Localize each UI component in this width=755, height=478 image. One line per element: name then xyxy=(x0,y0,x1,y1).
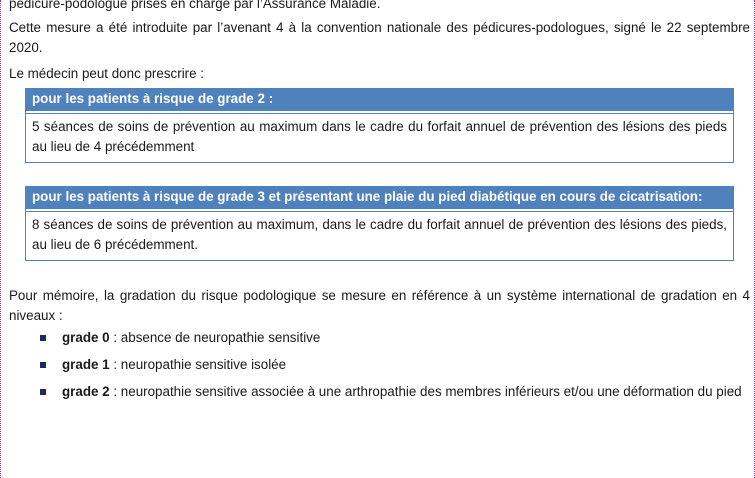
grade-description: : absence de neuropathie sensitive xyxy=(109,330,321,345)
grade2-box xyxy=(25,88,734,163)
grade-label: grade 2 xyxy=(62,384,110,399)
grade-list xyxy=(9,328,750,402)
list-item xyxy=(9,328,750,348)
square-bullet-icon xyxy=(40,335,46,341)
square-bullet-icon xyxy=(40,362,46,368)
prescription-intro: Le médecin peut donc prescrire : xyxy=(9,66,205,81)
grade3-box xyxy=(25,186,734,261)
intro-paragraph-fragment: pédicure-podologue prises en charge par l’Assurance Maladie. xyxy=(9,0,381,11)
grade2-box-body: 5 séances de soins de prévention au maximum dans le cadre du forfait annuel de prévention des lésions des pieds au lieu de 4 précédemment xyxy=(32,119,727,154)
square-bullet-icon xyxy=(40,389,46,395)
document-content xyxy=(9,0,750,409)
grade2-box-header: pour les patients à risque de grade 2 : xyxy=(26,89,733,113)
grade3-box-body: 8 séances de soins de prévention au maximum, dans le cadre du forfait annuel de prévention des lésions des pieds, au lieu de 6 précédemment. xyxy=(32,217,727,252)
grade-description: : neuropathie sensitive associée à une arthropathie des membres inférieurs et/ou une déformation du pied xyxy=(109,384,742,399)
grade-label: grade 1 xyxy=(62,357,110,372)
measure-paragraph: Cette mesure a été introduite par l’avenant 4 à la convention nationale des pédicures-podologues, signé le 22 septembre 2020. xyxy=(9,20,750,55)
list-item xyxy=(9,382,750,402)
memoire-paragraph: Pour mémoire, la gradation du risque podologique se mesure en référence à un système international de gradation en 4 niveaux : xyxy=(9,288,750,323)
grade-label: grade 0 xyxy=(62,330,110,345)
grade3-box-header: pour les patients à risque de grade 3 et présentant une plaie du pied diabétique en cours de cicatrisation: xyxy=(26,187,733,211)
grade-description: : neuropathie sensitive isolée xyxy=(109,357,287,372)
list-item xyxy=(9,355,750,375)
